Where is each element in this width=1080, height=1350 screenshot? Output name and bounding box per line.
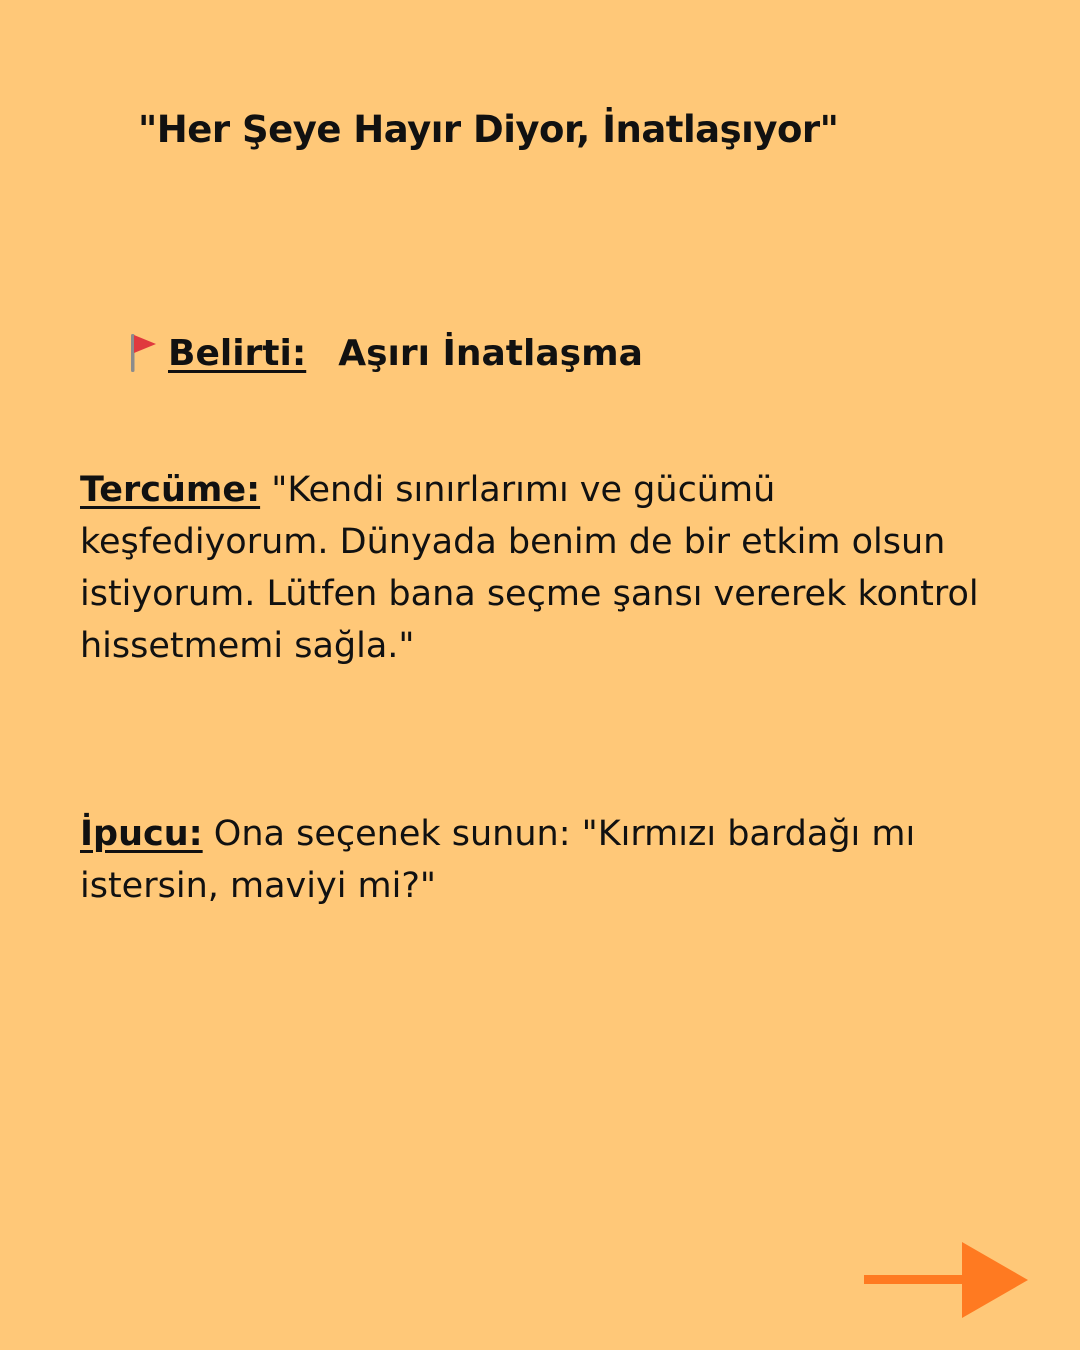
translation-paragraph bbox=[80, 464, 1010, 672]
arrow-right-icon[interactable] bbox=[864, 1240, 1030, 1320]
translation-text: "Kendi sınırlarımı ve gücümü keşfediyorum. Dünyada benim de bir etkim olsun istiyorum. Lütfen bana seçme şansı vererek kontrol hissetmemi sağla." bbox=[80, 470, 979, 666]
symptom-label: Belirti: bbox=[168, 332, 307, 374]
symptom-row bbox=[128, 328, 643, 378]
red-flag-icon bbox=[128, 332, 158, 374]
symptom-value: Aşırı İnatlaşma bbox=[338, 332, 643, 374]
page-title: "Her Şeye Hayır Diyor, İnatlaşıyor" bbox=[138, 108, 839, 151]
tip-label: İpucu: bbox=[80, 814, 203, 854]
translation-label: Tercüme: bbox=[80, 470, 261, 510]
tip-paragraph bbox=[80, 808, 1010, 912]
tip-text: Ona seçenek sunun: "Kırmızı bardağı mı istersin, maviyi mi?" bbox=[80, 814, 916, 906]
